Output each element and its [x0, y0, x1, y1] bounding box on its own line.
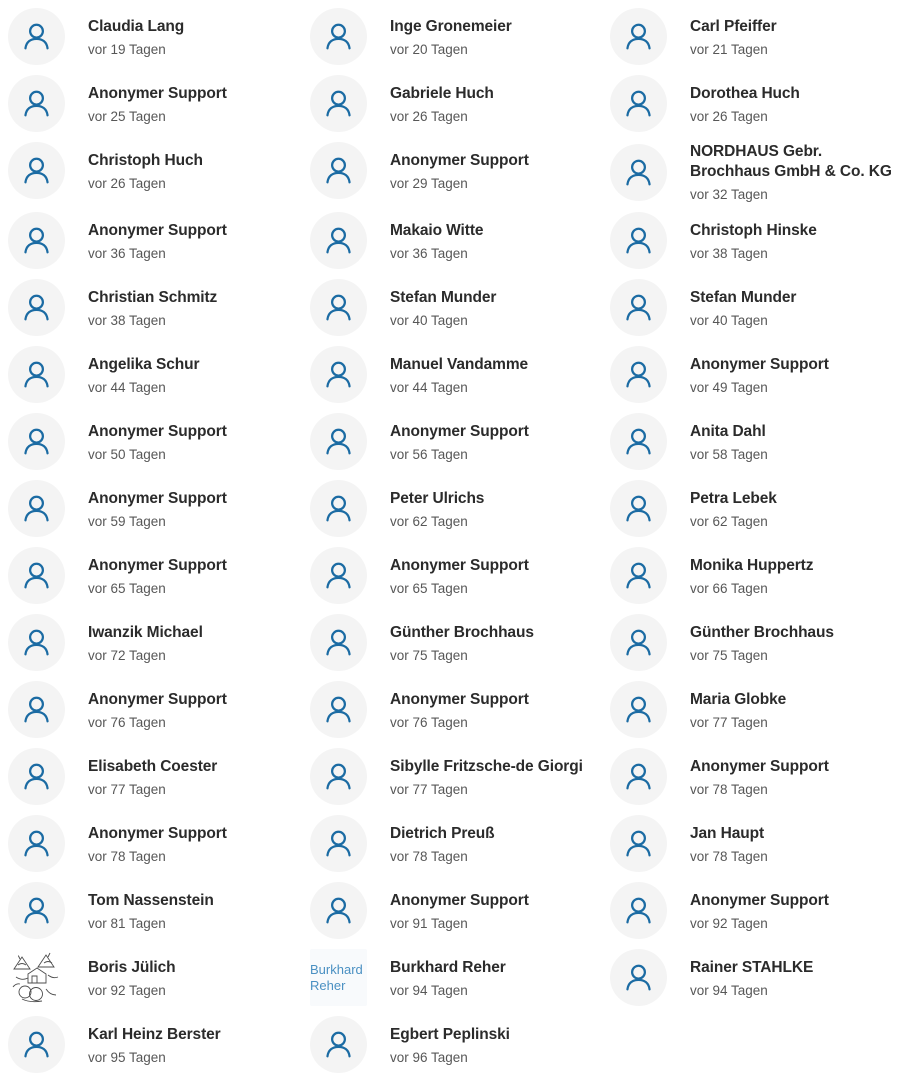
supporter-time-ago: vor 26 Tagen [88, 175, 166, 191]
person-icon [21, 694, 52, 725]
supporter-list-item[interactable] [610, 413, 906, 470]
user-avatar [310, 815, 367, 872]
supporter-time-ago: vor 91 Tagen [390, 915, 468, 931]
person-icon [21, 627, 52, 658]
user-avatar [610, 212, 667, 269]
supporter-text-block [390, 891, 529, 931]
supporter-time-ago: vor 77 Tagen [390, 781, 468, 797]
person-icon [21, 155, 52, 186]
supporter-time-ago: vor 20 Tagen [390, 41, 468, 57]
person-icon [623, 426, 654, 457]
supporter-name: Anonymer Support [88, 84, 227, 102]
person-icon [323, 493, 354, 524]
supporter-name: Dorothea Huch [690, 84, 800, 102]
supporter-list-item[interactable] [8, 614, 310, 671]
supporter-list-item[interactable] [310, 346, 610, 403]
supporter-time-ago: vor 81 Tagen [88, 915, 166, 931]
user-avatar [610, 8, 667, 65]
supporter-name: Anonymer Support [88, 489, 227, 507]
supporter-time-ago: vor 75 Tagen [690, 647, 768, 663]
person-icon [623, 292, 654, 323]
user-avatar [310, 882, 367, 939]
supporter-text-block [690, 824, 768, 864]
user-avatar [610, 815, 667, 872]
supporter-time-ago: vor 40 Tagen [390, 312, 468, 328]
person-icon [623, 694, 654, 725]
custom-avatar-illustration [8, 949, 65, 1006]
person-icon [21, 21, 52, 52]
supporter-list-item[interactable] [8, 413, 310, 470]
person-icon [323, 426, 354, 457]
supporter-list-item[interactable] [310, 949, 610, 1006]
person-icon [21, 292, 52, 323]
person-icon [623, 962, 654, 993]
supporter-name: Dietrich Preuß [390, 824, 495, 842]
supporter-text-block [88, 824, 227, 864]
supporter-list-item[interactable] [610, 815, 906, 872]
supporter-time-ago: vor 78 Tagen [390, 848, 468, 864]
supporter-text-block [690, 489, 777, 529]
person-icon [323, 1029, 354, 1060]
supporter-name: NORDHAUS Gebr. Brochhaus GmbH & Co. KG [690, 143, 892, 180]
supporter-name: Monika Huppertz [690, 556, 814, 574]
supporter-text-block [88, 84, 227, 124]
supporter-time-ago: vor 32 Tagen [690, 187, 768, 202]
supporter-list-item[interactable] [310, 815, 610, 872]
custom-avatar-image [8, 949, 65, 1006]
user-avatar [8, 480, 65, 537]
supporter-name: Anonymer Support [690, 355, 829, 373]
supporter-time-ago: vor 65 Tagen [88, 580, 166, 596]
supporter-time-ago: vor 96 Tagen [390, 1049, 468, 1065]
supporter-list-item[interactable] [310, 480, 610, 537]
person-icon [21, 225, 52, 256]
supporter-name: Sibylle Fritzsche-de Giorgi [390, 757, 583, 775]
user-avatar [310, 480, 367, 537]
supporter-time-ago: vor 76 Tagen [390, 714, 468, 730]
supporter-text-block [390, 690, 529, 730]
supporter-name: Angelika Schur [88, 355, 200, 373]
person-icon [323, 627, 354, 658]
supporter-list-item[interactable] [310, 882, 610, 939]
supporter-name: Boris Jülich [88, 958, 176, 976]
supporter-text-block [390, 489, 484, 529]
user-avatar [310, 547, 367, 604]
supporter-name: Maria Globke [690, 690, 787, 708]
supporter-text-block [390, 288, 496, 328]
supporter-text-block [88, 556, 227, 596]
person-icon [323, 225, 354, 256]
supporter-list-item[interactable] [610, 882, 906, 939]
supporter-list-item[interactable] [310, 681, 610, 738]
supporter-name: Stefan Munder [390, 288, 497, 306]
user-avatar [8, 75, 65, 132]
avatar-alt-text-label: Burkhard Reher [310, 961, 363, 993]
supporter-time-ago: vor 44 Tagen [88, 379, 166, 395]
supporter-text-block [690, 355, 829, 395]
person-icon [21, 1029, 52, 1060]
supporter-text-block [690, 757, 829, 797]
person-icon [623, 895, 654, 926]
supporter-name: Tom Nassenstein [88, 891, 214, 909]
supporter-name: Burkhard Reher [390, 958, 506, 976]
supporter-name: Karl Heinz Berster [88, 1025, 221, 1043]
supporter-name: Petra Lebek [690, 489, 777, 507]
person-icon [323, 895, 354, 926]
supporter-name: Anonymer Support [390, 556, 529, 574]
supporter-name: Iwanzik Michael [88, 623, 203, 641]
supporter-time-ago: vor 92 Tagen [88, 982, 166, 998]
supporter-list-item[interactable] [610, 142, 906, 202]
supporter-list-item[interactable] [8, 75, 310, 132]
person-icon [21, 88, 52, 119]
user-avatar [8, 279, 65, 336]
person-icon [323, 694, 354, 725]
supporter-name: Stefan Munder [690, 288, 797, 306]
supporter-text-block [88, 757, 217, 797]
person-icon [623, 88, 654, 119]
user-avatar [8, 1016, 65, 1073]
supporter-list-item[interactable] [610, 681, 906, 738]
supporter-name: Christoph Hinske [690, 221, 817, 239]
user-avatar [610, 614, 667, 671]
supporter-time-ago: vor 26 Tagen [690, 108, 768, 124]
user-avatar [8, 815, 65, 872]
supporter-list-item[interactable] [8, 815, 310, 872]
user-avatar [8, 748, 65, 805]
person-icon [21, 359, 52, 390]
supporter-time-ago: vor 58 Tagen [690, 446, 768, 462]
supporter-time-ago: vor 62 Tagen [690, 513, 768, 529]
supporter-time-ago: vor 26 Tagen [390, 108, 468, 124]
user-avatar [8, 413, 65, 470]
supporter-text-block [690, 17, 777, 57]
supporter-text-block [88, 422, 227, 462]
supporter-text-block [88, 958, 176, 998]
supporter-text-block [390, 221, 483, 261]
person-icon [323, 155, 354, 186]
supporter-list-item[interactable] [8, 279, 310, 336]
supporter-time-ago: vor 29 Tagen [390, 175, 468, 191]
supporter-list-item[interactable] [8, 212, 310, 269]
person-icon [21, 560, 52, 591]
supporter-name: Anonymer Support [690, 757, 829, 775]
supporter-list-item[interactable] [310, 142, 610, 199]
supporter-list-item[interactable] [8, 949, 310, 1006]
person-icon [623, 761, 654, 792]
supporter-list-item[interactable] [8, 142, 310, 199]
supporter-text-block [690, 221, 817, 261]
supporter-list-item[interactable] [8, 8, 310, 65]
supporter-name: Peter Ulrichs [390, 489, 485, 507]
supporter-text-block [690, 556, 813, 596]
supporter-time-ago: vor 36 Tagen [88, 245, 166, 261]
supporter-time-ago: vor 77 Tagen [690, 714, 768, 730]
supporter-name: Anonymer Support [390, 690, 529, 708]
supporter-time-ago: vor 59 Tagen [88, 513, 166, 529]
supporter-time-ago: vor 95 Tagen [88, 1049, 166, 1065]
person-icon [323, 292, 354, 323]
supporter-list-item[interactable] [8, 748, 310, 805]
user-avatar [610, 279, 667, 336]
supporter-time-ago: vor 49 Tagen [690, 379, 768, 395]
person-icon [323, 761, 354, 792]
supporter-list-item[interactable] [610, 279, 906, 336]
supporter-text-block [690, 623, 834, 663]
supporter-text-block [88, 221, 227, 261]
supporter-text-block [690, 142, 906, 202]
supporter-time-ago: vor 77 Tagen [88, 781, 166, 797]
supporter-time-ago: vor 78 Tagen [690, 781, 768, 797]
user-avatar [8, 681, 65, 738]
user-avatar [310, 212, 367, 269]
supporter-list-item[interactable] [610, 949, 906, 1006]
supporter-name: Manuel Vandamme [390, 355, 529, 373]
person-icon [21, 493, 52, 524]
supporter-name: Claudia Lang [88, 17, 185, 35]
supporter-text-block [88, 288, 217, 328]
supporter-text-block [390, 556, 529, 596]
supporter-text-block [88, 151, 203, 191]
supporter-text-block [390, 422, 529, 462]
supporter-time-ago: vor 92 Tagen [690, 915, 768, 931]
supporter-list-item[interactable] [310, 212, 610, 269]
supporter-text-block [88, 1025, 221, 1065]
user-avatar [310, 75, 367, 132]
person-icon [623, 225, 654, 256]
supporter-name: Elisabeth Coester [88, 757, 218, 775]
person-icon [623, 157, 654, 188]
supporter-name: Anonymer Support [88, 556, 227, 574]
supporter-list-item[interactable] [610, 480, 906, 537]
user-avatar [310, 142, 367, 199]
supporter-name: Anonymer Support [88, 824, 227, 842]
supporter-list-item[interactable] [310, 1016, 610, 1073]
supporter-list-item[interactable] [310, 413, 610, 470]
user-avatar [610, 144, 667, 201]
supporter-time-ago: vor 21 Tagen [690, 41, 768, 57]
supporter-text-block [690, 422, 768, 462]
supporter-name: Anonymer Support [390, 151, 529, 169]
supporter-list-item[interactable] [610, 346, 906, 403]
supporter-time-ago: vor 94 Tagen [690, 982, 768, 998]
person-icon [323, 828, 354, 859]
user-avatar [310, 279, 367, 336]
user-avatar [310, 748, 367, 805]
supporter-text-block [390, 958, 506, 998]
user-avatar [610, 681, 667, 738]
supporter-text-block [690, 690, 786, 730]
supporter-list-item[interactable] [610, 8, 906, 65]
supporter-list-item[interactable] [310, 279, 610, 336]
person-icon [623, 560, 654, 591]
user-avatar [8, 8, 65, 65]
user-avatar [8, 614, 65, 671]
supporter-name: Carl Pfeiffer [690, 17, 777, 35]
supporter-name: Anonymer Support [88, 690, 227, 708]
supporter-time-ago: vor 72 Tagen [88, 647, 166, 663]
supporter-name: Egbert Peplinski [390, 1025, 510, 1043]
supporter-time-ago: vor 94 Tagen [390, 982, 468, 998]
person-icon [323, 560, 354, 591]
person-icon [21, 426, 52, 457]
supporter-name: Christoph Huch [88, 151, 203, 169]
supporter-name: Anonymer Support [390, 891, 529, 909]
user-avatar [310, 413, 367, 470]
avatar-alt-text[interactable] [310, 949, 367, 1006]
supporter-text-block [88, 17, 184, 57]
supporter-text-block [690, 288, 796, 328]
supporter-list-item[interactable] [310, 614, 610, 671]
supporter-name: Anonymer Support [88, 221, 227, 239]
user-avatar [310, 346, 367, 403]
supporter-name: Anonymer Support [88, 422, 227, 440]
supporter-text-block [88, 690, 227, 730]
supporter-list-item[interactable] [610, 614, 906, 671]
supporter-list-item[interactable] [310, 8, 610, 65]
supporter-text-block [390, 824, 495, 864]
supporter-name: Günther Brochhaus [690, 623, 834, 641]
supporter-name: Rainer STAHLKE [690, 958, 814, 976]
supporter-time-ago: vor 56 Tagen [390, 446, 468, 462]
supporter-text-block [88, 355, 199, 395]
supporter-name: Günther Brochhaus [390, 623, 534, 641]
supporter-text-block [690, 958, 813, 998]
supporter-time-ago: vor 38 Tagen [88, 312, 166, 328]
supporter-text-block [390, 757, 583, 797]
supporter-list-item[interactable] [8, 1016, 310, 1073]
person-icon [623, 21, 654, 52]
person-icon [323, 21, 354, 52]
user-avatar [610, 949, 667, 1006]
supporter-time-ago: vor 19 Tagen [88, 41, 166, 57]
supporter-list-item[interactable] [610, 75, 906, 132]
supporter-list-item[interactable] [310, 547, 610, 604]
supporter-text-block [390, 623, 534, 663]
user-avatar [610, 480, 667, 537]
user-avatar [610, 882, 667, 939]
supporter-text-block [88, 623, 203, 663]
supporter-time-ago: vor 36 Tagen [390, 245, 468, 261]
supporter-list-item[interactable] [610, 212, 906, 269]
user-avatar [610, 346, 667, 403]
user-avatar [310, 614, 367, 671]
supporter-list-item[interactable] [310, 748, 610, 805]
supporter-text-block [390, 355, 528, 395]
supporter-list-item[interactable] [310, 75, 610, 132]
supporter-time-ago: vor 62 Tagen [390, 513, 468, 529]
supporter-name: Christian Schmitz [88, 288, 218, 306]
user-avatar [8, 547, 65, 604]
user-avatar [610, 748, 667, 805]
user-avatar [610, 547, 667, 604]
supporter-list-item[interactable] [8, 480, 310, 537]
supporter-list-item[interactable] [610, 547, 906, 604]
supporter-name: Jan Haupt [690, 824, 765, 842]
person-icon [623, 493, 654, 524]
supporter-name: Gabriele Huch [390, 84, 494, 102]
supporter-time-ago: vor 25 Tagen [88, 108, 166, 124]
supporter-list-item[interactable] [8, 346, 310, 403]
supporter-name: Makaio Witte [390, 221, 484, 239]
user-avatar [8, 346, 65, 403]
supporter-text-block [88, 489, 227, 529]
supporter-list-item[interactable] [8, 681, 310, 738]
supporter-time-ago: vor 78 Tagen [88, 848, 166, 864]
user-avatar [8, 142, 65, 199]
supporter-text-block [690, 891, 829, 931]
supporter-text-block [390, 151, 529, 191]
supporter-text-block [390, 17, 512, 57]
user-avatar [8, 212, 65, 269]
supporter-list-item[interactable] [610, 748, 906, 805]
user-avatar [310, 1016, 367, 1073]
user-avatar [610, 413, 667, 470]
supporter-name: Inge Gronemeier [390, 17, 512, 35]
supporter-text-block [390, 1025, 510, 1065]
person-icon [21, 761, 52, 792]
supporter-time-ago: vor 44 Tagen [390, 379, 468, 395]
user-avatar [8, 882, 65, 939]
supporter-time-ago: vor 38 Tagen [690, 245, 768, 261]
supporter-list-item[interactable] [8, 882, 310, 939]
person-icon [623, 359, 654, 390]
user-avatar [310, 681, 367, 738]
person-icon [323, 359, 354, 390]
supporter-time-ago: vor 50 Tagen [88, 446, 166, 462]
supporter-name: Anonymer Support [390, 422, 529, 440]
supporter-time-ago: vor 40 Tagen [690, 312, 768, 328]
supporter-list-item[interactable] [8, 547, 310, 604]
user-avatar [310, 8, 367, 65]
supporter-time-ago: vor 76 Tagen [88, 714, 166, 730]
supporter-text-block [88, 891, 214, 931]
supporter-time-ago: vor 66 Tagen [690, 580, 768, 596]
person-icon [623, 627, 654, 658]
supporter-time-ago: vor 65 Tagen [390, 580, 468, 596]
supporter-name: Anonymer Support [690, 891, 829, 909]
supporter-name: Anita Dahl [690, 422, 766, 440]
person-icon [21, 828, 52, 859]
person-icon [21, 895, 52, 926]
person-icon [323, 88, 354, 119]
person-icon [623, 828, 654, 859]
supporter-text-block [690, 84, 800, 124]
supporter-time-ago: vor 78 Tagen [690, 848, 768, 864]
supporter-text-block [390, 84, 494, 124]
user-avatar [610, 75, 667, 132]
supporter-time-ago: vor 75 Tagen [390, 647, 468, 663]
